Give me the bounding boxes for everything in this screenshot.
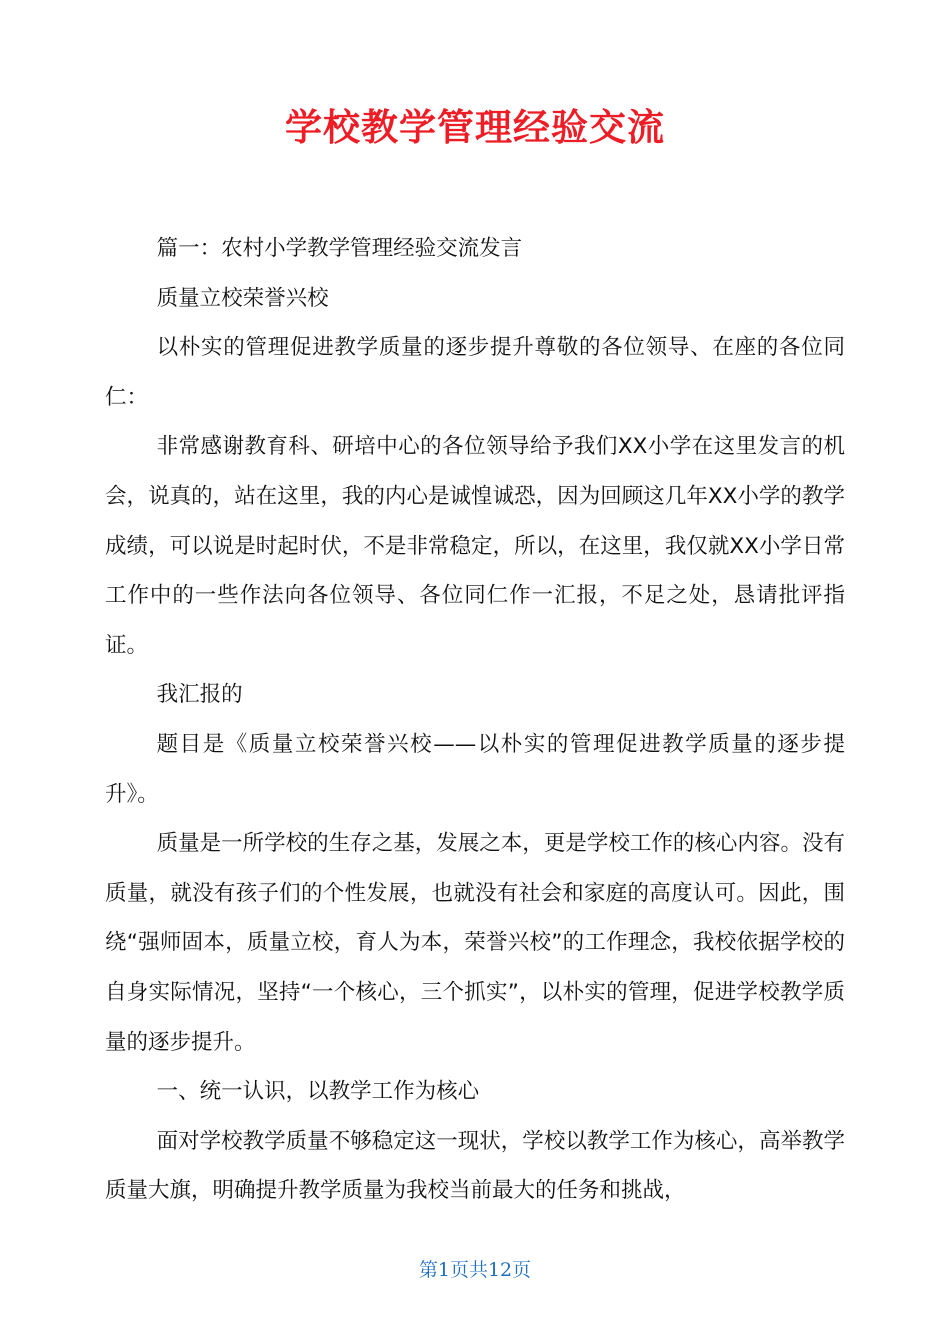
paragraph: 质量是一所学校的生存之基，发展之本，更是学校工作的核心内容。没有质量，就没有孩子们的个性发展，也就没有社会和家庭的高度认可。因此，围绕“强师固本，质量立校，育人为本，荣誉兴校”的工作理念，我校依据学校的自身实际情况，坚持“一个核心，三个抓实”，以朴实的管理，促进学校教学质量的逐步提升。 bbox=[105, 831, 845, 1055]
section-heading: 篇一：农村小学教学管理经验交流发言 bbox=[156, 236, 523, 261]
paragraph: 非常感谢教育科、研培中心的各位领导给予我们XX小学在这里发言的机会，说真的，站在这里，我的内心是诚惶诚恐，因为回顾这几年XX小学的教学成绩，可以说是时起时伏，不是非常稳定，所以，在这里，我仅就XX小学日常工作中的一些作法向各位领导、各位同仁作一汇报，不足之处，恳请批评指证。 bbox=[105, 434, 845, 658]
paragraph: 面对学校教学质量不够稳定这一现状，学校以教学工作为核心，高举教学质量大旗，明确提升教学质量为我校当前最大的任务和挑战， bbox=[105, 1128, 845, 1204]
subheading: 一、统一认识，以教学工作为核心 bbox=[156, 1079, 480, 1105]
paragraph: 质量立校荣誉兴校 bbox=[156, 285, 329, 311]
paragraph: 我汇报的 bbox=[156, 682, 243, 708]
document-body bbox=[105, 224, 845, 1216]
paragraph: 以朴实的管理促进教学质量的逐步提升尊敬的各位领导、在座的各位同仁： bbox=[105, 335, 845, 410]
document-title: 学校教学管理经验交流 bbox=[285, 106, 665, 149]
paragraph: 题目是《质量立校荣誉兴校——以朴实的管理促进教学质量的逐步提升》。 bbox=[105, 731, 845, 807]
page-number-footer: 第1页共12页 bbox=[418, 1259, 532, 1281]
